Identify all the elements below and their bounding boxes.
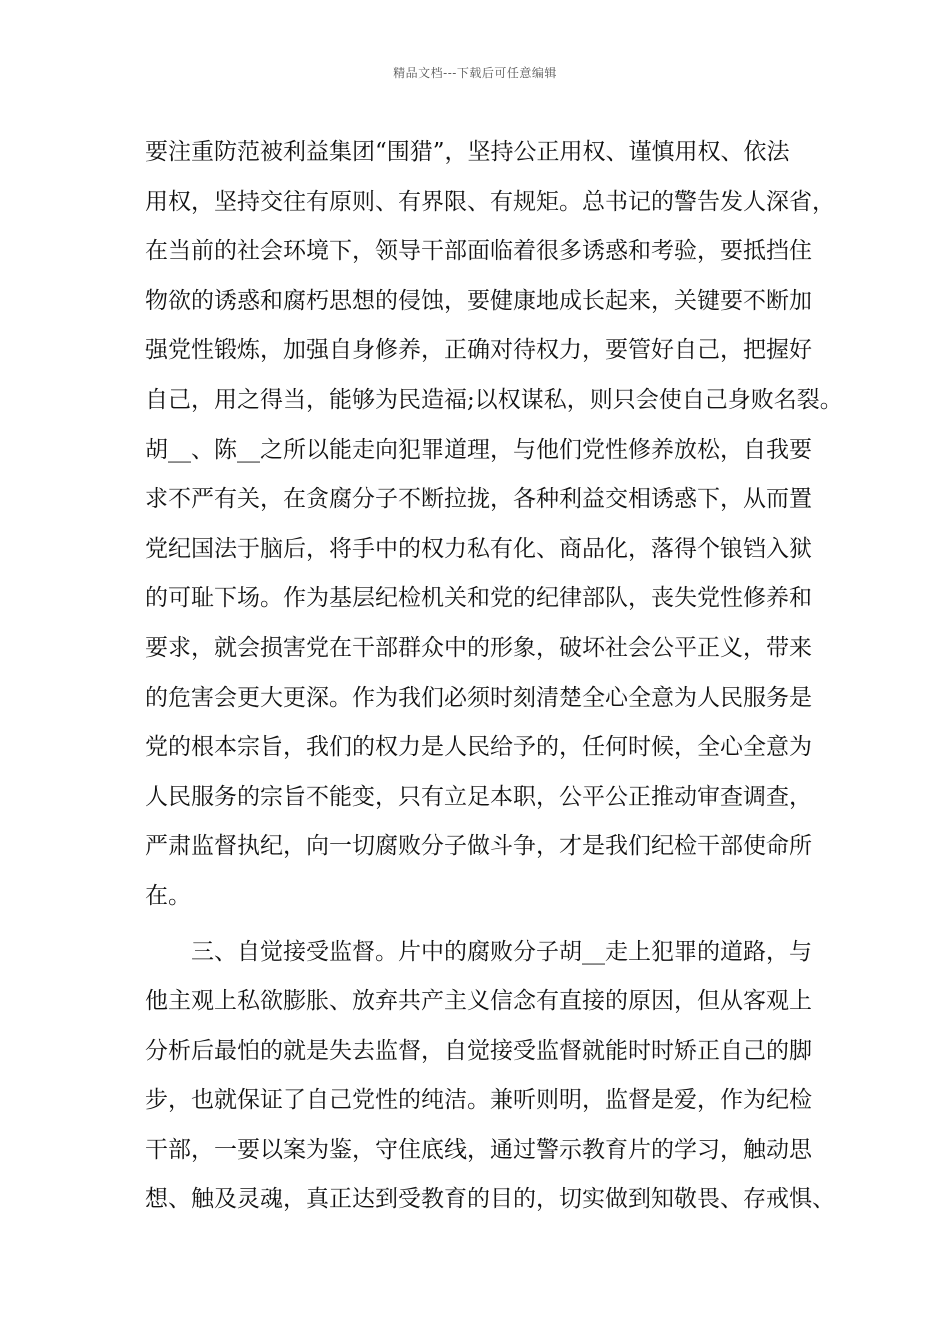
paragraph-2 (145, 932, 835, 1230)
text-line: 三、自觉接受监督。片中的腐败分子胡__走上犯罪的道路，与 (191, 938, 812, 965)
text-line: 物欲的诱惑和腐朽思想的侵蚀，要健康地成长起来，关键要不断加 (145, 287, 812, 314)
document-body (145, 132, 843, 1229)
text-line: 干部，一要以案为鉴，守住底线，通过警示教育片的学习，触动思 (145, 1136, 812, 1163)
text-line: 要求，就会损害党在干部群众中的形象，破坏社会公平正义，带来 (145, 634, 812, 661)
text-line: 他主观上私欲膨胀、放弃共产主义信念有直接的原因，但从客观上 (145, 988, 812, 1015)
text-line: 用权，坚持交往有原则、有界限、有规矩。总书记的警告发人深省， (145, 188, 835, 215)
text-line: 要注重防范被利益集团“围猎”，坚持公正用权、谨慎用权、依法 (145, 139, 790, 165)
text-line: 分析后最怕的就是失去监督，自觉接受监督就能时时矫正自己的脚 (145, 1037, 812, 1064)
text-line: 求不严有关，在贪腐分子不断拉拢，各种利益交相诱惑下，从而置 (145, 486, 812, 513)
text-line: 党纪国法于脑后，将手中的权力私有化、商品化，落得个锒铛入狱 (145, 535, 812, 562)
text-line: 想、触及灵魂，真正达到受教育的目的，切实做到知敬畏、存戒惧、 (145, 1186, 835, 1213)
text-line: 严肃监督执纪，向一切腐败分子做斗争，才是我们纪检干部使命所 (145, 833, 812, 860)
text-line: 在当前的社会环境下，领导干部面临着很多诱惑和考验，要抵挡住 (145, 238, 812, 265)
text-line: 胡__、陈__之所以能走向犯罪道理，与他们党性修养放松，自我要 (145, 436, 812, 463)
text-line: 步，也就保证了自己党性的纯洁。兼听则明，监督是爱，作为纪检 (145, 1087, 812, 1114)
text-line: 的危害会更大更深。作为我们必须时刻清楚全心全意为人民服务是 (145, 684, 812, 711)
page-header: 精品文档---下载后可任意编辑 (393, 66, 557, 80)
text-line: 人民服务的宗旨不能变，只有立足本职，公平公正推动审查调查， (145, 783, 812, 810)
text-line: 在。 (145, 882, 191, 909)
text-line: 的可耻下场。作为基层纪检机关和党的纪律部队，丧失党性修养和 (145, 585, 812, 612)
text-line: 党的根本宗旨，我们的权力是人民给予的，任何时候，全心全意为 (145, 734, 812, 761)
text-line: 强党性锻炼，加强自身修养，正确对待权力，要管好自己，把握好 (145, 337, 812, 364)
text-line: 自己，用之得当，能够为民造福;以权谋私，则只会使自己身败名裂。 (145, 386, 843, 413)
paragraph-1 (145, 132, 843, 926)
